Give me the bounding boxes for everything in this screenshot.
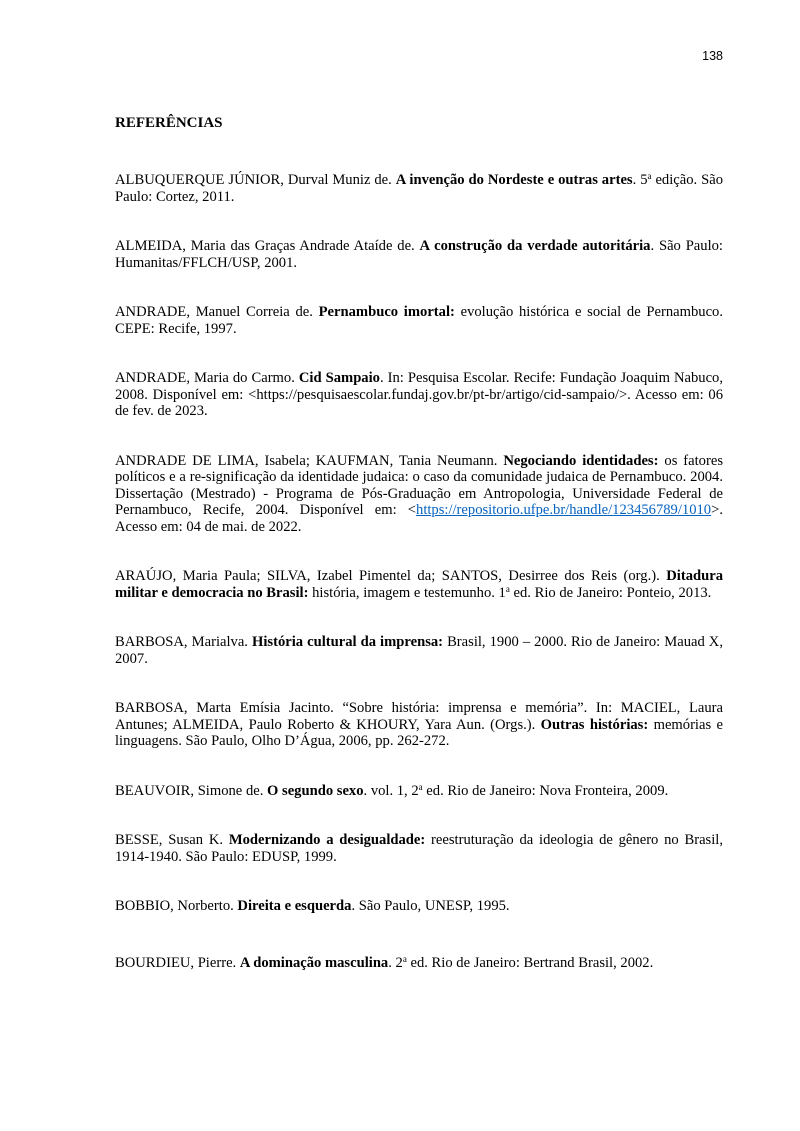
- reference-list: [115, 172, 723, 971]
- reference-entry: ANDRADE DE LIMA, Isabela; KAUFMAN, Tania Neumann. Negociando identidades: os fatores políticos e a re-significação da identidade judaica: o caso da comunidade judaica de Pernambuco. 2004. Dissertação (Mestrado) - Programa de Pós-Graduação em Antropologia, Universidade Federal de Pernambuco, Recife, 2004. Disponível em: <https://repositorio.ufpe.br/handle/123456789/1010>. Acesso em: 04 de mai. de 2022.: [115, 452, 723, 535]
- reference-entry: BOURDIEU, Pierre. A dominação masculina. 2$^a$ ed. Rio de Janeiro: Bertrand Brasil, 2002.: [115, 953, 654, 971]
- section-heading: REFERÊNCIAS: [115, 115, 223, 131]
- reference-entry: BESSE, Susan K. Modernizando a desigualdade: reestruturação da ideologia de gênero no Brasil, 1914-1940. São Paulo: EDUSP, 1999.: [115, 832, 723, 865]
- reference-entry: ANDRADE, Maria do Carmo. Cid Sampaio. In: Pesquisa Escolar. Recife: Fundação Joaquim Nabuco, 2008. Disponível em: <https://pesquisaescolar.fundaj.gov.br/pt-br/artigo/cid-sampaio/>. Acesso em: 06 de fev. de 2023.: [115, 370, 724, 419]
- reference-entry: ALBUQUERQUE JÚNIOR, Durval Muniz de. A invenção do Nordeste e outras artes. 5$^a$ edição. São Paulo: Cortez, 2011.: [115, 171, 724, 205]
- page-number: 138: [702, 49, 723, 63]
- repository-link[interactable]: https://repositorio.ufpe.br/handle/123456789/1010: [416, 502, 712, 518]
- reference-entry: BARBOSA, Marialva. História cultural da imprensa: Brasil, 1900 – 2000. Rio de Janeiro: Mauad X, 2007.: [115, 634, 723, 667]
- reference-entry: BARBOSA, Marta Emísia Jacinto. “Sobre história: imprensa e memória”. In: MACIEL, Laura Antunes; ALMEIDA, Paulo Roberto & KHOURY, Yara Aun. (Orgs.). Outras histórias: memórias e linguagens. São Paulo, Olho D’Água, 2006, pp. 262-272.: [115, 700, 723, 749]
- reference-entry: ALMEIDA, Maria das Graças Andrade Ataíde de. A construção da verdade autoritária. São Paulo: Humanitas/FFLCH/USP, 2001.: [115, 238, 723, 271]
- reference-entry: BEAUVOIR, Simone de. O segundo sexo. vol. 1, 2$^a$ ed. Rio de Janeiro: Nova Fronteira, 2009.: [115, 781, 669, 799]
- reference-entry: BOBBIO, Norberto. Direita e esquerda. São Paulo, UNESP, 1995.: [115, 898, 510, 914]
- reference-entry: ARAÚJO, Maria Paula; SILVA, Izabel Pimentel da; SANTOS, Desirree dos Reis (org.). Ditadura militar e democracia no Brasil: história, imagem e testemunho. 1$^a$ ed. Rio de Janeiro: Ponteio, 2013.: [115, 568, 723, 601]
- reference-entry: ANDRADE, Manuel Correia de. Pernambuco imortal: evolução histórica e social de Pernambuco. CEPE: Recife, 1997.: [115, 304, 723, 337]
